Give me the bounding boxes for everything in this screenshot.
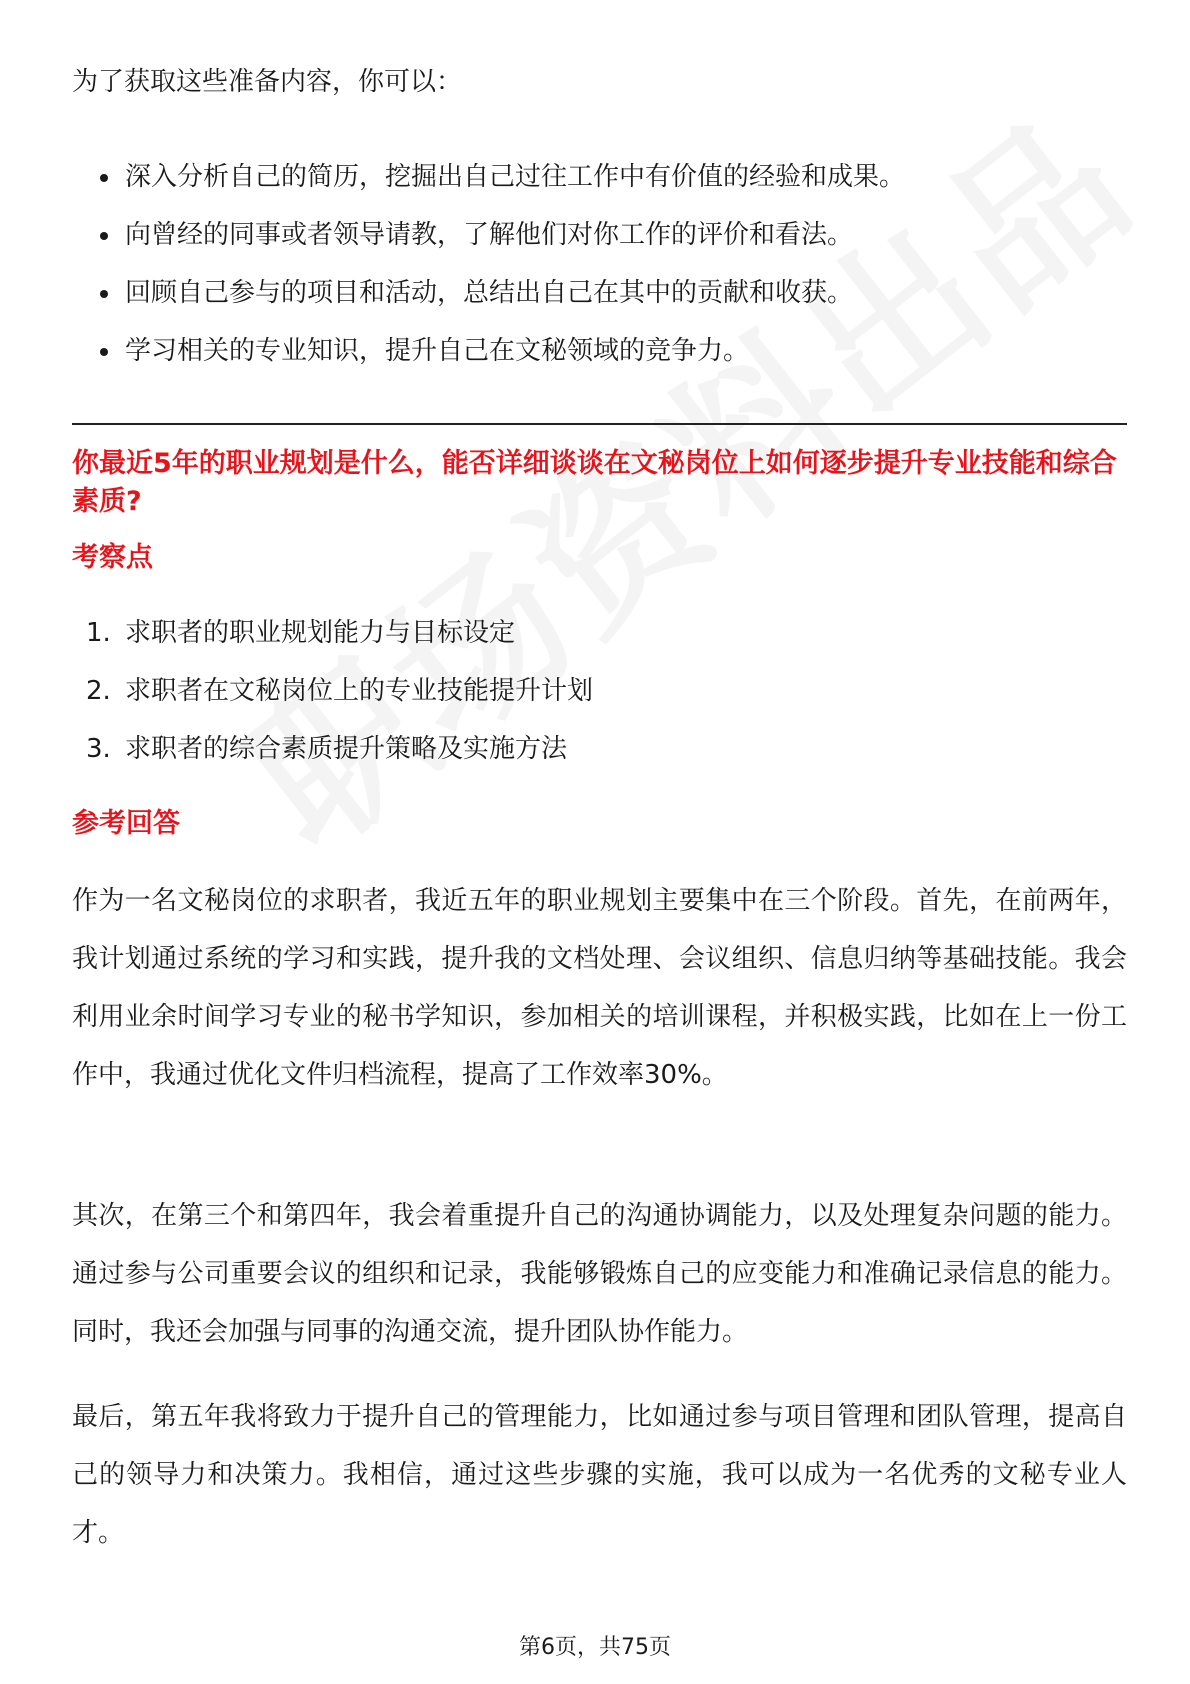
- page-number: 第6页，共75页: [519, 1635, 671, 1660]
- list-item: [72, 720, 593, 778]
- answer-paragraph: 最后，第五年我将致力于提升自己的管理能力，比如通过参与项目管理和团队管理，提高自己的领导力和决策力。我相信，通过这些步骤的实施，我可以成为一名优秀的文秘专业人才。: [72, 1402, 1127, 1548]
- question-heading: 你最近5年的职业规划是什么，能否详细谈谈在文秘岗位上如何逐步提升专业技能和综合素质?: [72, 448, 1117, 517]
- points-list: [72, 604, 593, 778]
- list-item: [72, 148, 905, 206]
- bullet-icon: [100, 174, 108, 182]
- list-item: [72, 662, 593, 720]
- list-item-text: 学习相关的专业知识，提升自己在文秘领域的竞争力。: [125, 336, 750, 366]
- list-item: [72, 206, 905, 264]
- list-number: 3.: [86, 734, 111, 764]
- list-number: 1.: [86, 618, 111, 648]
- list-item-text: 向曾经的同事或者领导请教，了解他们对你工作的评价和看法。: [125, 220, 854, 250]
- list-item-text: 求职者的职业规划能力与目标设定: [125, 618, 516, 648]
- list-item: [72, 264, 905, 322]
- answer-paragraph: 其次，在第三个和第四年，我会着重提升自己的沟通协调能力，以及处理复杂问题的能力。通过参与公司重要会议的组织和记录，我能够锻炼自己的应变能力和准确记录信息的能力。同时，我还会加强与同事的沟通交流，提升团队协作能力。: [72, 1201, 1127, 1347]
- list-item-text: 求职者在文秘岗位上的专业技能提升计划: [125, 676, 594, 706]
- answer-paragraph: 作为一名文秘岗位的求职者，我近五年的职业规划主要集中在三个阶段。首先，在前两年，我计划通过系统的学习和实践，提升我的文档处理、会议组织、信息归纳等基础技能。我会利用业余时间学习专业的秘书学知识，参加相关的培训课程，并积极实践，比如在上一份工作中，我通过优化文件归档流程，提高了工作效率30%。: [72, 886, 1127, 1090]
- list-item-text: 深入分析自己的简历，挖掘出自己过往工作中有价值的经验和成果。: [125, 162, 906, 192]
- list-item: [72, 604, 593, 662]
- bullet-icon: [100, 232, 108, 240]
- section-divider: [72, 423, 1127, 425]
- answer-label: 参考回答: [72, 808, 180, 839]
- points-label: 考察点: [72, 542, 153, 573]
- bullet-icon: [100, 290, 108, 298]
- list-item: [72, 322, 905, 380]
- list-item-text: 求职者的综合素质提升策略及实施方法: [125, 734, 568, 764]
- list-item-text: 回顾自己参与的项目和活动，总结出自己在其中的贡献和收获。: [125, 278, 854, 308]
- intro-text: 为了获取这些准备内容，你可以：: [72, 67, 463, 97]
- list-number: 2.: [86, 676, 111, 706]
- prep-list: [72, 148, 905, 380]
- bullet-icon: [100, 348, 108, 356]
